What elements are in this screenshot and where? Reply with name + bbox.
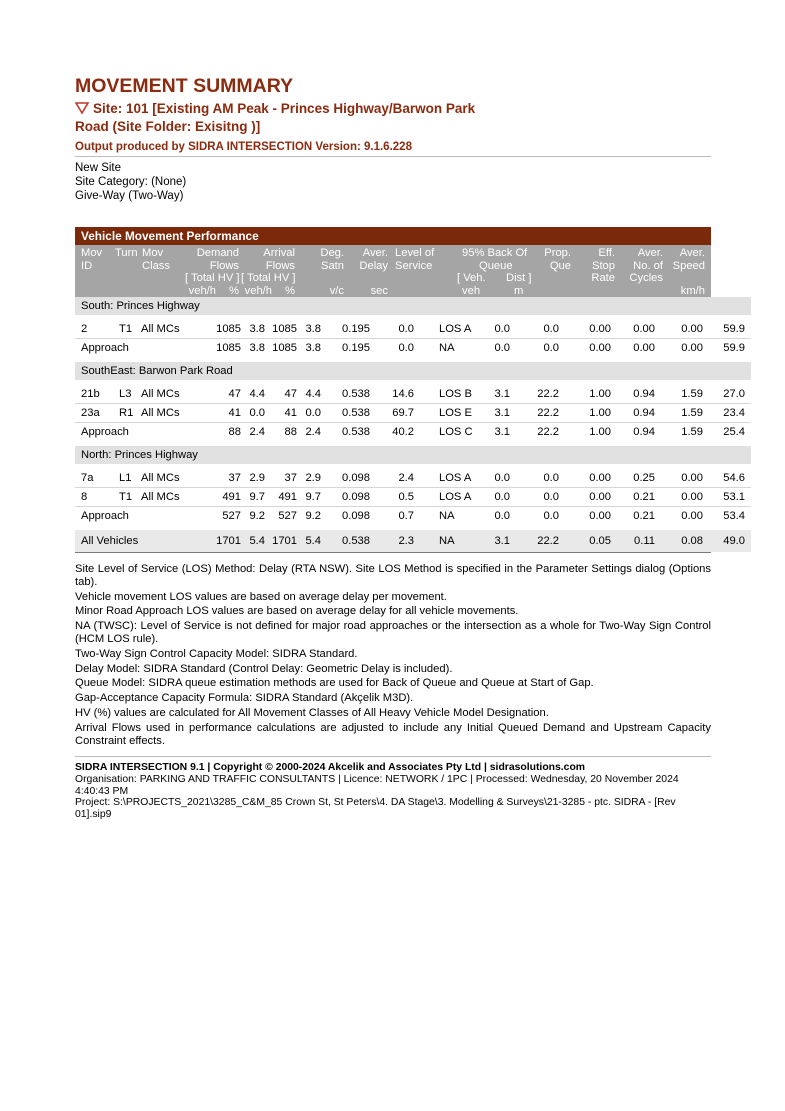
los: NA (439, 342, 455, 354)
aver-cycles: 0.00 (681, 510, 703, 522)
footer (75, 756, 711, 820)
arrival-hv: 2.4 (305, 426, 321, 438)
aver-delay: 14.6 (370, 385, 414, 404)
page-title: MOVEMENT SUMMARY (75, 75, 294, 97)
queue-veh: 0.0 (478, 320, 510, 339)
header-arrival-1: Arrival (263, 247, 295, 259)
mov-class: All MCs (139, 488, 201, 507)
aver-cycles: 0.08 (655, 530, 703, 552)
document-page (75, 74, 745, 820)
aver-speed: 59.9 (723, 342, 745, 354)
deg-satn: 0.538 (342, 426, 370, 438)
header-eff-2: Stop (591, 259, 615, 272)
header-deg-2: Satn (320, 259, 344, 272)
table-title: Vehicle Movement Performance (75, 227, 711, 245)
movement-row (75, 404, 751, 423)
header-demand-sub: [ Total HV ] (185, 272, 240, 284)
aver-delay: 40.2 (392, 426, 414, 438)
aver-cycles: 1.59 (655, 385, 703, 404)
queue-veh: 3.1 (478, 404, 510, 423)
spacer (745, 339, 751, 358)
turn: L1 (115, 469, 139, 488)
approach-row (75, 423, 751, 442)
section-name: North: Princes Highway (75, 446, 751, 464)
header-queue-2: Queue (479, 259, 513, 272)
aver-cycles: 1.59 (655, 404, 703, 423)
site-title (75, 100, 711, 135)
aver-speed: 59.9 (703, 320, 745, 339)
demand-hv: 2.4 (249, 426, 265, 438)
arrival-total: 1085 (272, 342, 297, 354)
header-delay-2: Delay (359, 259, 388, 272)
row-label: Approach (81, 426, 129, 438)
vehicle-movement-performance (75, 227, 745, 553)
turn: T1 (115, 320, 139, 339)
demand-hv: 3.8 (249, 342, 265, 354)
queue-veh: 0.0 (478, 469, 510, 488)
queue-veh: 3.1 (478, 385, 510, 404)
site-title-line2: Road (Site Folder: Exisitng )] (75, 119, 261, 134)
output-produced: Output produced by SIDRA INTERSECTION Version: 9.1.6.228 (75, 141, 711, 157)
prop-que: 1.00 (589, 426, 611, 438)
aver-speed: 25.4 (723, 426, 745, 438)
demand-total: 47 (213, 385, 241, 404)
eff-stop-rate: 0.25 (611, 469, 655, 488)
arrival-hv: 9.2 (305, 510, 321, 522)
spacer (201, 469, 213, 488)
mov-id: 7a (75, 469, 115, 488)
approach-row (75, 507, 751, 526)
header-queue-1: 95% Back Of (462, 247, 528, 259)
los: NA (439, 510, 455, 522)
demand-total: 1701 (213, 530, 241, 552)
mov-id: 21b (75, 385, 115, 404)
arrival-total: 37 (265, 469, 297, 488)
deg-satn: 0.098 (342, 510, 370, 522)
note-item: Two-Way Sign Control Capacity Model: SIDRA Standard. (75, 647, 358, 660)
table-bottom-rule (75, 552, 711, 553)
prop-que: 0.00 (589, 342, 611, 354)
arrival-hv: 9.7 (297, 488, 321, 507)
movement-row (75, 385, 751, 404)
movement-table (75, 297, 751, 552)
turn: L3 (115, 385, 139, 404)
notes (75, 563, 711, 747)
section-name: SouthEast: Barwon Park Road (75, 362, 751, 380)
prop-que: 0.00 (589, 510, 611, 522)
demand-total: 527 (222, 510, 241, 522)
demand-hv: 0.0 (241, 404, 265, 423)
mov-id: 2 (75, 320, 115, 339)
demand-total: 41 (213, 404, 241, 423)
demand-total: 88 (228, 426, 241, 438)
aver-cycles: 0.00 (655, 469, 703, 488)
note-item: Delay Model: SIDRA Standard (Control Delay: Geometric Delay is included). (75, 662, 453, 675)
header-cycles-3: Cycles (629, 272, 663, 284)
prop-que: 0.00 (559, 320, 611, 339)
header-eff-1: Eff. (598, 247, 615, 259)
note-item: Vehicle movement LOS values are based on average delay per movement. (75, 590, 447, 603)
approach-section-header (75, 362, 751, 380)
header-prop-2: Que (549, 259, 571, 272)
arrival-hv: 3.8 (297, 320, 321, 339)
header-deg-1: Deg. (320, 247, 344, 259)
column-headers (75, 245, 711, 297)
movement-row (75, 488, 751, 507)
queue-veh: 3.1 (478, 530, 510, 552)
movement-row (75, 469, 751, 488)
header-demand-1: Demand (196, 247, 239, 259)
queue-dist: 22.2 (510, 404, 559, 423)
spacer (745, 469, 751, 488)
footer-project: Project: S:\PROJECTS_2021\3285_C&M_85 Crown St, St Peters\4. DA Stage\3. Modelling & Surveys\21-3285 - ptc. SIDRA - [Rev 01].sip9 (75, 797, 676, 820)
los: LOS A (414, 488, 478, 507)
deg-satn: 0.195 (342, 342, 370, 354)
approach-row (75, 339, 751, 358)
arrival-hv: 3.8 (305, 342, 321, 354)
spacer (745, 385, 751, 404)
note-item: NA (TWSC): Level of Service is not defined for major road approaches or the intersection as a whole for Two-Way Sign Control (HCM LOS rule). (75, 620, 711, 645)
queue-veh: 3.1 (494, 426, 510, 438)
header-queue-dist-unit: m (514, 284, 524, 297)
arrival-total: 41 (265, 404, 297, 423)
header-los-2: Service (395, 259, 433, 272)
aver-cycles: 0.00 (655, 488, 703, 507)
arrival-hv: 0.0 (297, 404, 321, 423)
movement-row (75, 320, 751, 339)
demand-hv: 3.8 (241, 320, 265, 339)
header-arrival-2: Flows (265, 259, 295, 272)
row-label: Approach (81, 510, 129, 522)
arrival-total: 47 (265, 385, 297, 404)
demand-total: 491 (213, 488, 241, 507)
meta-site-name: New Site (75, 162, 122, 174)
header-speed-unit: km/h (680, 284, 705, 297)
note-item: Minor Road Approach LOS values are based on average delay for all vehicle movements. (75, 605, 519, 618)
los: LOS E (414, 404, 478, 423)
spacer (201, 404, 213, 423)
header-movclass-2: Class (142, 259, 170, 272)
deg-satn: 0.098 (321, 488, 370, 507)
arrival-total: 527 (278, 510, 297, 522)
mov-id: 23a (75, 404, 115, 423)
mov-class: All MCs (139, 469, 201, 488)
arrival-total: 1085 (265, 320, 297, 339)
header-los-1: Level of (395, 247, 435, 259)
header-speed-2: Speed (672, 259, 705, 272)
spacer (201, 385, 213, 404)
eff-stop-rate: 0.21 (633, 510, 655, 522)
note-item: Gap-Acceptance Capacity Formula: SIDRA Standard (Akçelik M3D). (75, 692, 414, 705)
aver-delay: 0.7 (398, 510, 414, 522)
eff-stop-rate: 0.00 (611, 320, 655, 339)
los: LOS A (414, 320, 478, 339)
header-id: ID (81, 259, 93, 272)
approach-section-header (75, 297, 751, 315)
eff-stop-rate: 0.11 (611, 530, 655, 552)
aver-delay: 69.7 (370, 404, 414, 423)
aver-delay: 0.5 (370, 488, 414, 507)
header-delay-unit: sec (370, 284, 388, 297)
site-title-line1: Site: 101 [Existing AM Peak - Princes Highway/Barwon Park (93, 101, 476, 116)
row-label: All Vehicles (75, 530, 213, 552)
queue-dist: 22.2 (510, 385, 559, 404)
los: LOS A (414, 469, 478, 488)
spacer (201, 488, 213, 507)
spacer (745, 423, 751, 442)
deg-satn: 0.538 (321, 404, 370, 423)
demand-hv: 4.4 (241, 385, 265, 404)
note-item: Site Level of Service (LOS) Method: Delay (RTA NSW). Site LOS Method is specified in the Parameter Settings dialog (Options tab). (75, 563, 711, 588)
aver-speed: 27.0 (703, 385, 745, 404)
los: LOS B (414, 385, 478, 404)
header-queue-dist: Dist ] (506, 272, 532, 284)
note-item: Queue Model: SIDRA queue estimation methods are used for Back of Queue and Queue at Start of Gap. (75, 677, 594, 690)
prop-que: 0.00 (559, 488, 611, 507)
demand-total: 1085 (213, 320, 241, 339)
aver-speed: 54.6 (703, 469, 745, 488)
queue-dist: 0.0 (510, 488, 559, 507)
arrival-total: 491 (265, 488, 297, 507)
mov-id: 8 (75, 488, 115, 507)
eff-stop-rate: 0.94 (633, 426, 655, 438)
triangle-warning-icon (75, 101, 89, 118)
prop-que: 0.05 (559, 530, 611, 552)
queue-dist: 22.2 (537, 426, 559, 438)
header-deg-unit: v/c (329, 284, 344, 297)
eff-stop-rate: 0.21 (611, 488, 655, 507)
header-unit-veh-1: veh/h (188, 284, 216, 297)
spacer (745, 488, 751, 507)
demand-total: 1085 (216, 342, 241, 354)
header-unit-pct-1: % (229, 284, 239, 297)
header-movclass-1: Mov (142, 247, 164, 259)
header-turn: Turn (115, 247, 138, 259)
deg-satn: 0.538 (321, 530, 370, 552)
note-item: Arrival Flows used in performance calculations are adjusted to include any Initial Queued Demand and Upstream Capacity Constraint effects. (75, 721, 711, 747)
los: LOS C (439, 426, 473, 438)
site-meta (75, 161, 711, 203)
prop-que: 0.00 (559, 469, 611, 488)
mov-class: All MCs (139, 320, 201, 339)
aver-speed: 23.4 (703, 404, 745, 423)
meta-site-category: Site Category: (None) (75, 176, 187, 188)
eff-stop-rate: 0.94 (611, 385, 655, 404)
aver-delay: 2.4 (370, 469, 414, 488)
mov-class: All MCs (139, 385, 201, 404)
arrival-total: 1701 (265, 530, 297, 552)
aver-delay: 0.0 (398, 342, 414, 354)
arrival-hv: 4.4 (297, 385, 321, 404)
header-cycles-2: No. of (633, 259, 663, 272)
turn: T1 (115, 488, 139, 507)
row-label: Approach (81, 342, 129, 354)
queue-dist: 22.2 (510, 530, 559, 552)
header-cycles-1: Aver. (637, 247, 663, 259)
queue-dist: 0.0 (543, 510, 559, 522)
header-demand-2: Flows (209, 259, 239, 272)
header-eff-3: Rate (591, 272, 615, 284)
aver-cycles: 0.00 (655, 320, 703, 339)
spacer (201, 320, 213, 339)
header-queue-veh-unit: veh (462, 284, 481, 297)
queue-veh: 0.0 (478, 488, 510, 507)
demand-hv: 2.9 (241, 469, 265, 488)
header-speed-1: Aver. (679, 247, 705, 259)
demand-hv: 5.4 (241, 530, 265, 552)
header-delay-1: Aver. (362, 247, 388, 259)
demand-hv: 9.2 (249, 510, 265, 522)
note-item: HV (%) values are calculated for All Movement Classes of All Heavy Vehicle Model Designation. (75, 706, 549, 719)
aver-cycles: 1.59 (681, 426, 703, 438)
aver-speed: 53.1 (703, 488, 745, 507)
turn: R1 (115, 404, 139, 423)
queue-dist: 0.0 (510, 320, 559, 339)
spacer (745, 404, 751, 423)
approach-section-header (75, 446, 751, 464)
queue-dist: 0.0 (543, 342, 559, 354)
prop-que: 1.00 (559, 404, 611, 423)
queue-veh: 0.0 (494, 342, 510, 354)
spacer (745, 530, 751, 552)
queue-veh: 0.0 (494, 510, 510, 522)
spacer (745, 507, 751, 526)
aver-delay: 0.0 (370, 320, 414, 339)
spacer (745, 320, 751, 339)
footer-copyright: SIDRA INTERSECTION 9.1 | Copyright © 2000-2024 Akcelik and Associates Pty Ltd | sidrasolutions.com (75, 762, 586, 774)
mov-class: All MCs (139, 404, 201, 423)
header-mov: Mov (81, 247, 103, 259)
eff-stop-rate: 0.94 (611, 404, 655, 423)
demand-hv: 9.7 (241, 488, 265, 507)
queue-dist: 0.0 (510, 469, 559, 488)
deg-satn: 0.538 (321, 385, 370, 404)
header-arrival-sub: [ Total HV ] (241, 272, 296, 284)
los: NA (414, 530, 478, 552)
footer-organisation: Organisation: PARKING AND TRAFFIC CONSULTANTS | Licence: NETWORK / 1PC | Processed: Wednesday, 20 November 2024 4:40:43 PM (75, 773, 679, 797)
aver-speed: 49.0 (703, 530, 745, 552)
header-unit-veh-2: veh/h (244, 284, 272, 297)
eff-stop-rate: 0.00 (633, 342, 655, 354)
arrival-hv: 5.4 (297, 530, 321, 552)
arrival-hv: 2.9 (297, 469, 321, 488)
deg-satn: 0.195 (321, 320, 370, 339)
aver-delay: 2.3 (370, 530, 414, 552)
header-prop-1: Prop. (544, 247, 571, 259)
meta-control-type: Give-Way (Two-Way) (75, 190, 184, 202)
header-unit-pct-2: % (285, 284, 295, 297)
aver-speed: 53.4 (723, 510, 745, 522)
header-queue-veh: [ Veh. (457, 272, 486, 284)
aver-cycles: 0.00 (681, 342, 703, 354)
all-vehicles-row (75, 530, 751, 552)
prop-que: 1.00 (559, 385, 611, 404)
deg-satn: 0.098 (321, 469, 370, 488)
section-name: South: Princes Highway (75, 297, 751, 315)
arrival-total: 88 (284, 426, 297, 438)
demand-total: 37 (213, 469, 241, 488)
